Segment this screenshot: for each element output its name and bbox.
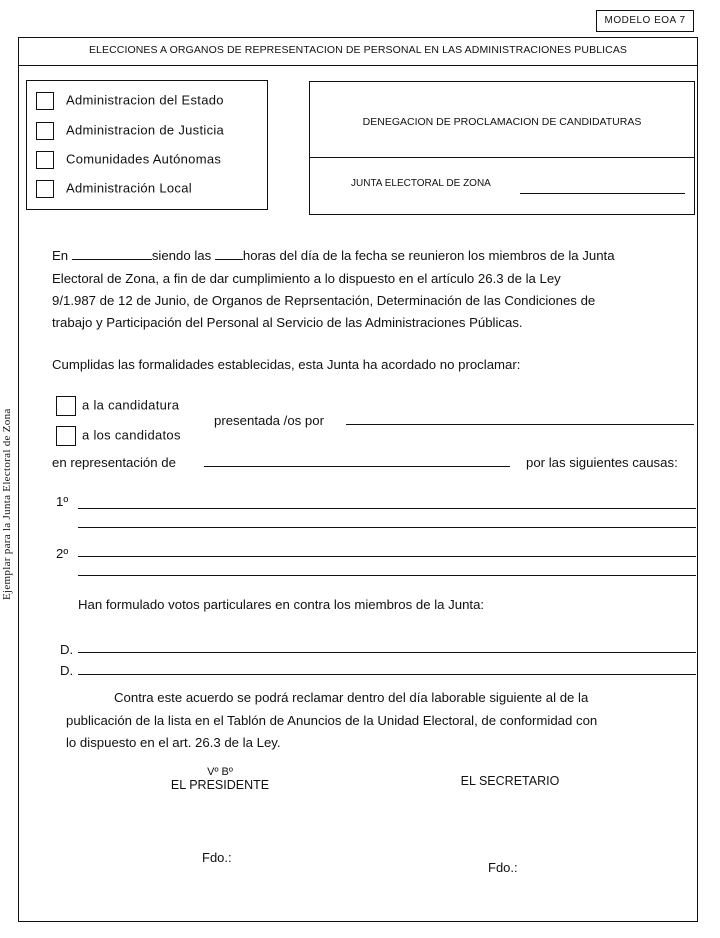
cause-1-label: 1º [56,494,69,509]
checkbox[interactable] [56,396,76,416]
side-copy-label: Ejemplar para la Junta Electoral de Zona [1,408,13,600]
contra-line-1: Contra este acuerdo se podrá reclamar dentro del día laborable siguiente al de la [114,690,589,705]
option-candidatura[interactable]: a la candidatura [56,394,179,416]
junta-field[interactable] [520,193,685,194]
admin-option-local[interactable]: Administración Local [36,177,192,199]
fdo-secretario: Fdo.: [488,860,518,875]
causas-label: por las siguientes causas: [526,455,678,470]
presidente-label: EL PRESIDENTE [170,778,270,792]
d-field-1[interactable] [78,652,696,653]
header-divider [18,65,698,66]
d-field-2[interactable] [78,674,696,675]
hour-field[interactable] [215,249,243,260]
secretario-label: EL SECRETARIO [460,774,560,788]
admin-option-estado[interactable]: Administracion del Estado [36,89,224,111]
intro-line-4: trabajo y Participación del Personal al Servicio de las Administraciones Públicas. [52,315,523,330]
votos-text: Han formulado votos particulares en contra los miembros de la Junta: [78,597,485,612]
denegacion-box [309,81,695,215]
checkbox[interactable] [36,122,54,140]
representacion-label: en representación de [52,455,176,470]
checkbox[interactable] [36,180,54,198]
fdo-presidente: Fdo.: [202,850,232,865]
checkbox[interactable] [36,92,54,110]
cause-2-label: 2º [56,546,69,561]
vobo-label: Vº Bº [207,766,233,778]
form-header: ELECCIONES A ORGANOS DE REPRESENTACION DE PERSONAL EN LAS ADMINISTRACIONES PUBLICAS [88,44,628,56]
contra-line-2: publicación de la lista en el Tablón de Anuncios de la Unidad Electoral, de conformidad con [66,713,598,728]
contra-line-3: lo dispuesto en el art. 26.3 de la Ley. [66,735,281,750]
presentada-field[interactable] [346,424,694,425]
option-candidatos[interactable]: a los candidatos [56,424,181,446]
junta-label: JUNTA ELECTORAL DE ZONA [351,178,491,189]
presentada-label: presentada /os por [214,413,324,428]
admin-option-comunidades[interactable]: Comunidades Autónomas [36,148,221,170]
cumplidas-text: Cumplidas las formalidades establecidas, esta Junta ha acordado no proclamar: [52,357,521,372]
intro-line-1: En siendo las horas del día de la fecha se reunieron los miembros de la Junta [52,248,615,263]
model-code: MODELO EOA 7 [596,10,694,32]
cause-1-line-1[interactable] [78,508,696,509]
admin-option-justicia[interactable]: Administracion de Justicia [36,119,224,141]
d-label-1: D. [60,642,74,657]
checkbox[interactable] [36,151,54,169]
denegacion-divider [309,157,695,158]
cause-1-line-2[interactable] [78,527,696,528]
checkbox[interactable] [56,426,76,446]
intro-line-2: Electoral de Zona, a fin de dar cumplimiento a lo dispuesto en el artículo 26.3 de la Ley [52,271,561,286]
d-label-2: D. [60,663,74,678]
denegacion-title: DENEGACION DE PROCLAMACION DE CANDIDATURAS [362,116,642,128]
representacion-field[interactable] [204,466,510,467]
cause-2-line-2[interactable] [78,575,696,576]
cause-2-line-1[interactable] [78,556,696,557]
place-field[interactable] [72,249,152,260]
intro-line-3: 9/1.987 de 12 de Junio, de Organos de Reprsentación, Determinación de las Condiciones de [52,293,596,308]
